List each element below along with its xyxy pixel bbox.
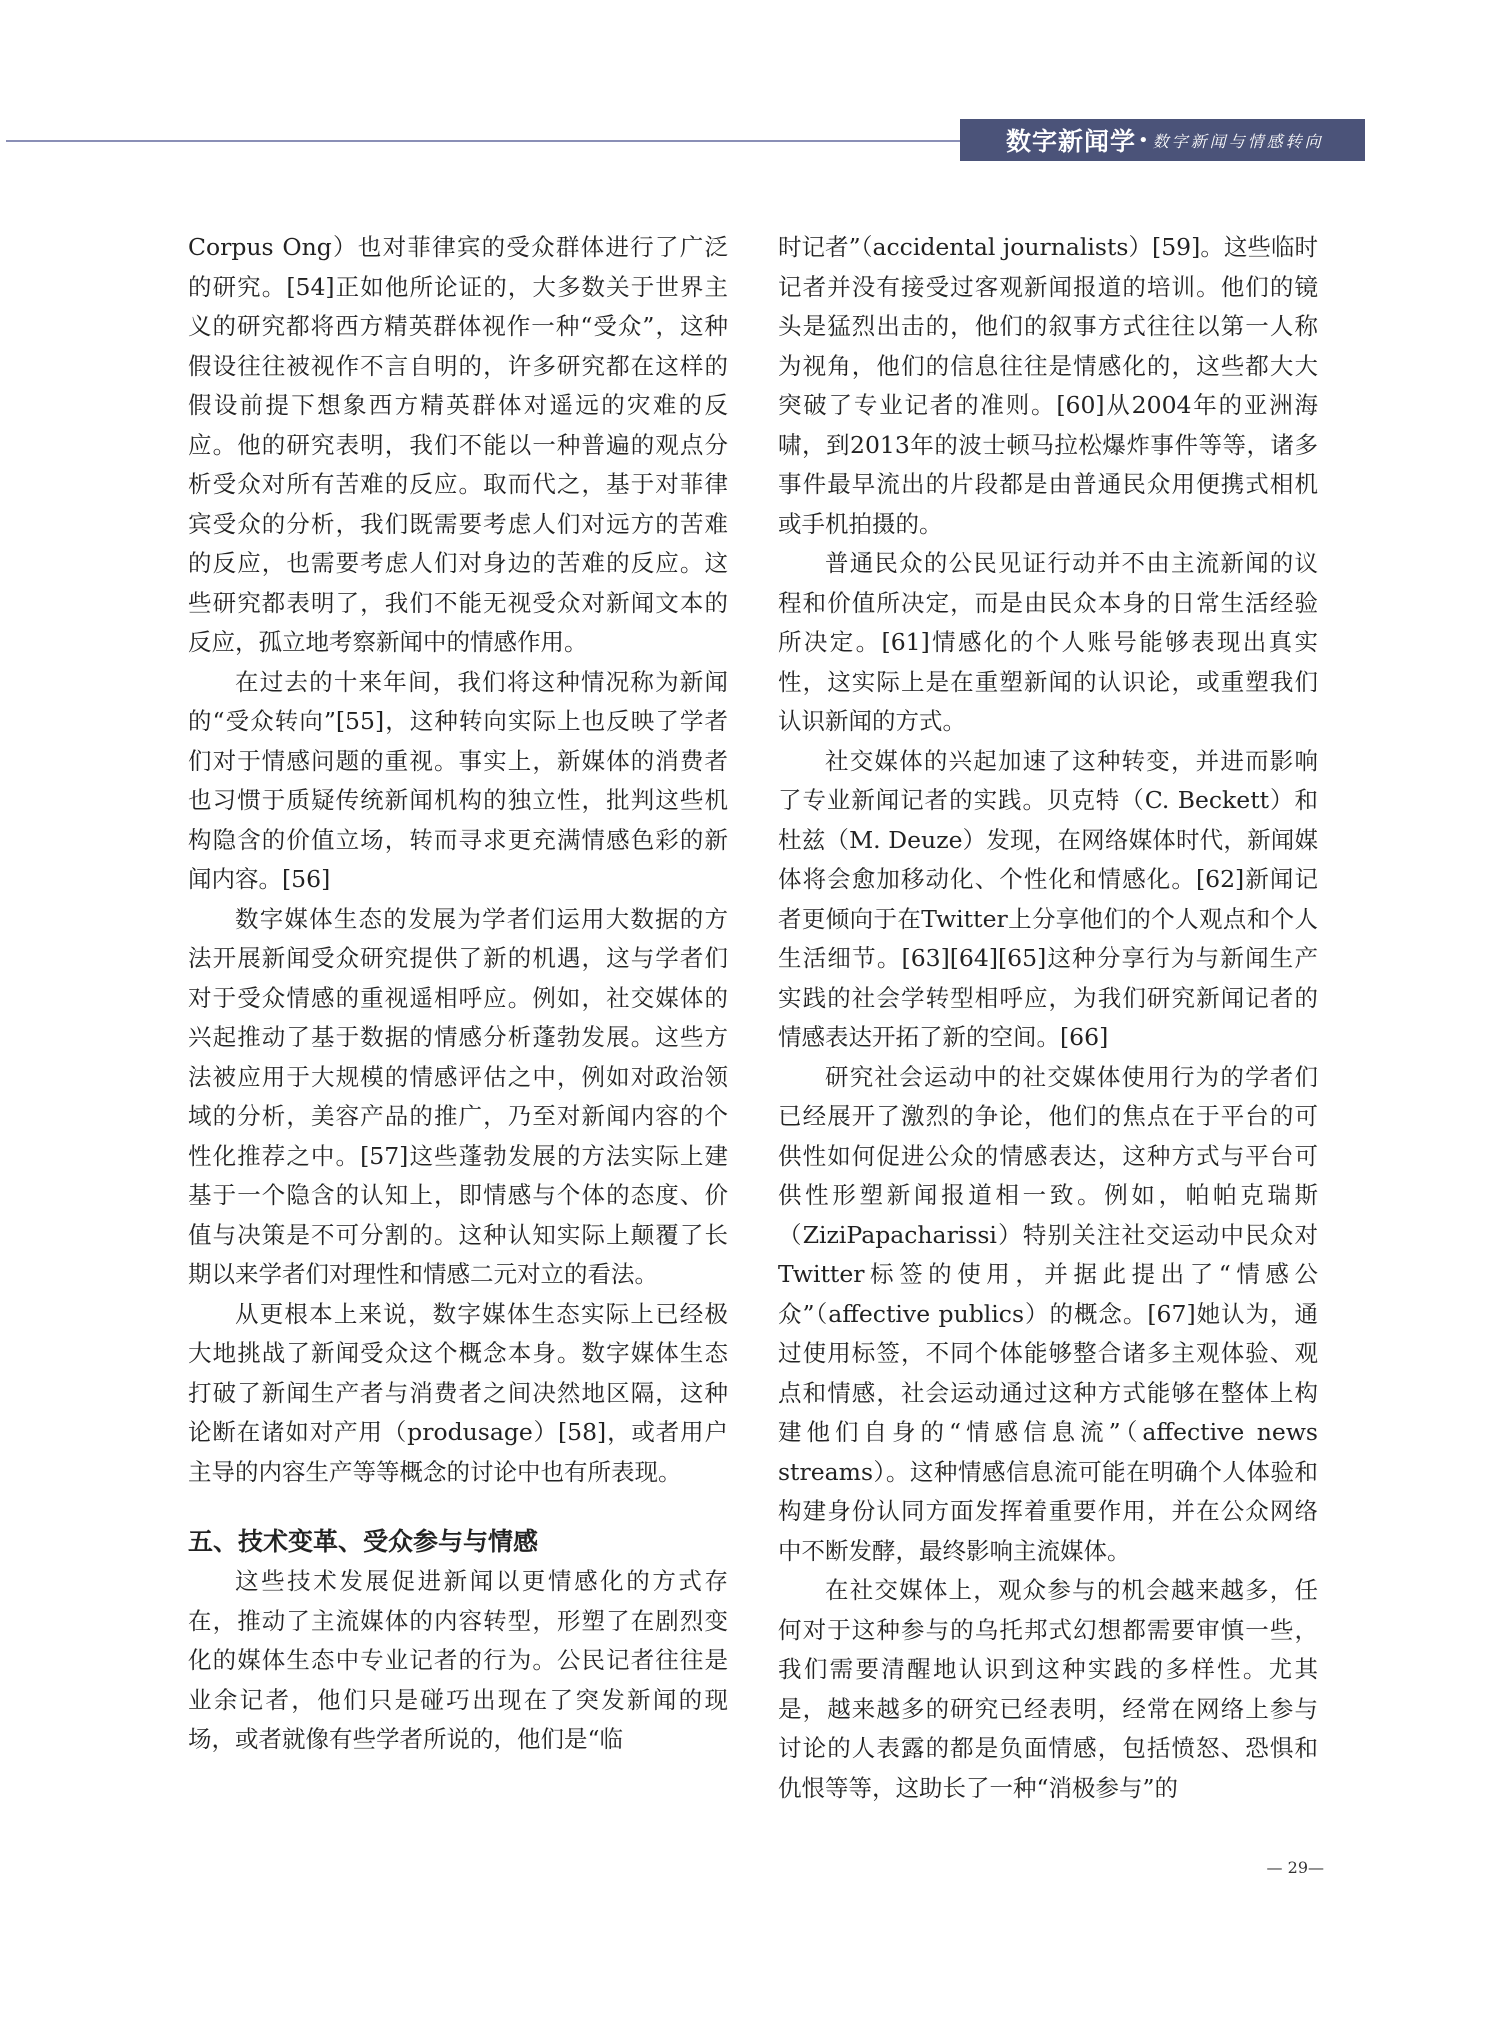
- paragraph: 普通民众的公民见证行动并不由主流新闻的议程和价值所决定，而是由民众本身的日常生活经验所决定。[61]情感化的个人账号能够表现出真实性，这实际上是在重塑新闻的认识论，或重塑我们认识新闻的方式。: [778, 549, 1318, 735]
- paragraph: 社交媒体的兴起加速了这种转变，并进而影响了专业新闻记者的实践。贝克特（C. Beckett）和杜兹（M. Deuze）发现，在网络媒体时代，新闻媒体将会愈加移动化、个性化和情感化。[62]新闻记者更倾向于在Twitter上分享他们的个人观点和个人生活细节。[63][64][65]这种分享行为与新闻生产实践的社会学转型相呼应，为我们研究新闻记者的情感表达开拓了新的空间。[66]: [778, 746, 1318, 1051]
- page-number: — 29—: [1266, 1858, 1324, 1877]
- paragraph: 时记者”（accidental journalists）[59]。这些临时记者并没有接受过客观新闻报道的培训。他们的镜头是猛烈出击的，他们的叙事方式往往以第一人称为视角，他们的信息往往是情感化的，这些都大大突破了专业记者的准则。[60]从2004年的亚洲海啸，到2013年的波士顿马拉松爆炸事件等等，诸多事件最早流出的片段都是由普通民众用便携式相机或手机拍摄的。: [778, 233, 1318, 538]
- section-heading: 五、技术变革、受众参与与情感: [188, 1527, 539, 1556]
- running-header: [960, 119, 1365, 161]
- paragraph: 研究社会运动中的社交媒体使用行为的学者们已经展开了激烈的争论，他们的焦点在于平台的可供性如何促进公众的情感表达，这种方式与平台可供性形塑新闻报道相一致。例如，帕帕克瑞斯（ZiziPapacharissi）特别关注社交运动中民众对Twitter标签的使用，并据此提出了“情感公众”（affective publics）的概念。[67]她认为，通过使用标签，不同个体能够整合诸多主观体验、观点和情感，社会运动通过这种方式能够在整体上构建他们自身的“情感信息流”（affective news streams）。这种情感信息流可能在明确个人体验和构建身份认同方面发挥着重要作用，并在公众网络中不断发酵，最终影响主流媒体。: [778, 1062, 1318, 1565]
- paragraph: 数字媒体生态的发展为学者们运用大数据的方法开展新闻受众研究提供了新的机遇，这与学者们对于受众情感的重视遥相呼应。例如，社交媒体的兴起推动了基于数据的情感分析蓬勃发展。这些方法被应用于大规模的情感评估之中，例如对政治领域的分析，美容产品的推广，乃至对新闻内容的个性化推荐之中。[57]这些蓬勃发展的方法实际上建基于一个隐含的认知上，即情感与个体的态度、价值与决策是不可分割的。这种认知实际上颠覆了长期以来学者们对理性和情感二元对立的看法。: [188, 904, 728, 1288]
- left-column: [188, 228, 728, 1760]
- paragraph: 在社交媒体上，观众参与的机会越来越多，任何对于这种参与的乌托邦式幻想都需要审慎一些，我们需要清醒地认识到这种实践的多样性。尤其是，越来越多的研究已经表明，经常在网络上参与讨论的人表露的都是负面情感，包括愤怒、恐惧和仇恨等等，这助长了一种“消极参与”的: [778, 1576, 1318, 1802]
- header-separator: •: [1138, 129, 1149, 151]
- paragraph: 这些技术发展促进新闻以更情感化的方式存在，推动了主流媒体的内容转型，形塑了在剧烈变化的媒体生态中专业记者的行为。公民记者往往是业余记者，他们只是碰巧出现在了突发新闻的现场，或者就像有些学者所说的，他们是“临: [188, 1567, 728, 1753]
- paragraph: Corpus Ong）也对菲律宾的受众群体进行了广泛的研究。[54]正如他所论证的，大多数关于世界主义的研究都将西方精英群体视作一种“受众”，这种假设往往被视作不言自明的，许多研究都在这样的假设前提下想象西方精英群体对遥远的灾难的反应。他的研究表明，我们不能以一种普遍的观点分析受众对所有苦难的反应。取而代之，基于对菲律宾受众的分析，我们既需要考虑人们对远方的苦难的反应，也需要考虑人们对身边的苦难的反应。这些研究都表明了，我们不能无视受众对新闻文本的反应，孤立地考察新闻中的情感作用。: [188, 233, 728, 656]
- journal-title: 数字新闻学: [1006, 127, 1137, 156]
- header-rule: [6, 140, 966, 142]
- paragraph: 在过去的十来年间，我们将这种情况称为新闻的“受众转向”[55]，这种转向实际上也反映了学者们对于情感问题的重视。事实上，新媒体的消费者也习惯于质疑传统新闻机构的独立性，批判这些机构隐含的价值立场，转而寻求更充满情感色彩的新闻内容。[56]: [188, 667, 728, 893]
- right-column: [778, 228, 1318, 1808]
- paragraph: 从更根本上来说，数字媒体生态实际上已经极大地挑战了新闻受众这个概念本身。数字媒体生态打破了新闻生产者与消费者之间决然地区隔，这种论断在诸如对产用（produsage）[58]，或者用户主导的内容生产等等概念的讨论中也有所表现。: [188, 1299, 728, 1486]
- section-topic: 数字新闻与情感转向: [1152, 131, 1324, 151]
